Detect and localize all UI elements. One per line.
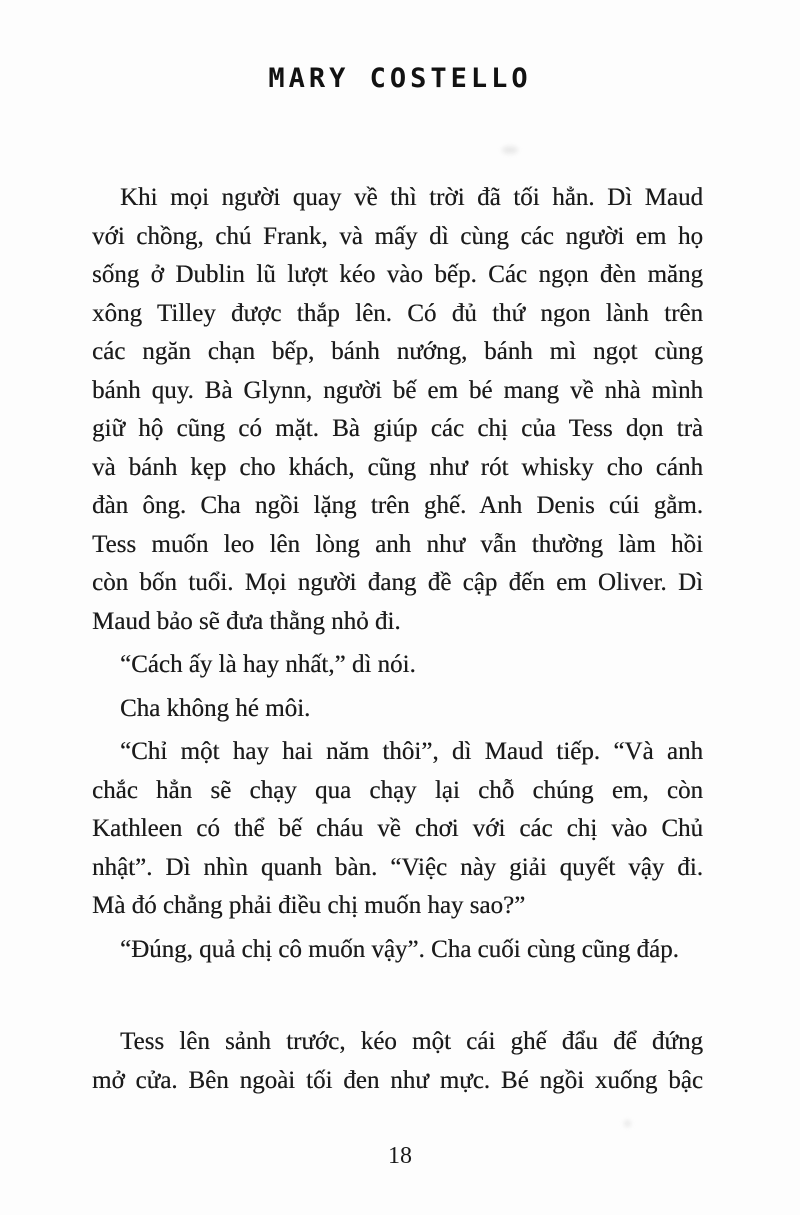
text-line: nhật”. Dì nhìn quanh bàn. “Việc này giải quyết vậy đi. (92, 853, 703, 881)
text-line: “Chỉ một hay hai năm thôi”, dì Maud tiếp. “Và anh (120, 738, 703, 765)
paragraph (92, 1023, 703, 1100)
text-line: sống ở Dublin lũ lượt kéo vào bếp. Các ngọn đèn măng (92, 261, 703, 288)
text-line: Khi mọi người quay về thì trời đã tối hẳn. Dì Maud (120, 184, 703, 211)
text-line: xông Tilley được thắp lên. Có đủ thứ ngon lành trên (92, 299, 703, 327)
page-text (92, 179, 703, 1100)
scan-smudge (502, 146, 518, 154)
text-line: và bánh kẹp cho khách, cũng như rót whisky cho cánh (92, 453, 703, 481)
text-line: đàn ông. Cha ngồi lặng trên ghế. Anh Denis cúi gằm. (92, 492, 703, 519)
text-line: Tess muốn leo lên lòng anh như vẫn thường làm hồi (92, 530, 703, 558)
text-line: chắc hẳn sẽ chạy qua chạy lại chỗ chúng em, còn (92, 776, 703, 804)
text-line: Kathleen có thể bế cháu về chơi với các chị vào Chủ (92, 815, 703, 842)
text-line: “Cách ấy là hay nhất,” dì nói. (120, 651, 416, 678)
paragraph (92, 646, 703, 685)
running-header-author: MARY COSTELLO (268, 63, 532, 94)
text-line: Maud bảo sẽ đưa thằng nhỏ đi. (92, 607, 401, 635)
paragraph (92, 179, 703, 641)
text-line: với chồng, chú Frank, và mấy dì cùng các người em họ (92, 222, 703, 250)
text-line: Mà đó chẳng phải điều chị muốn hay sao?” (92, 892, 526, 919)
text-line: mở cửa. Bên ngoài tối đen như mực. Bé ngồi xuống bậc (92, 1066, 703, 1094)
scan-smudge (624, 1120, 631, 1127)
text-line: còn bốn tuổi. Mọi người đang đề cập đến em Oliver. Dì (92, 569, 703, 596)
text-line: bánh quy. Bà Glynn, người bế em bé mang về nhà mình (92, 376, 703, 404)
page-number: 18 (388, 1143, 412, 1169)
paragraph (92, 690, 703, 729)
text-line: Cha không hé môi. (120, 694, 311, 722)
text-line: các ngăn chạn bếp, bánh nướng, bánh mì ngọt cùng (92, 338, 703, 365)
text-line: giữ hộ cũng có mặt. Bà giúp các chị của Tess dọn trà (92, 415, 703, 442)
paragraph (92, 931, 703, 970)
text-line: “Đúng, quả chị cô muốn vậy”. Cha cuối cùng cũng đáp. (120, 935, 679, 963)
paragraph (92, 733, 703, 926)
text-line: Tess lên sảnh trước, kéo một cái ghế đẩu để đứng (120, 1028, 703, 1055)
